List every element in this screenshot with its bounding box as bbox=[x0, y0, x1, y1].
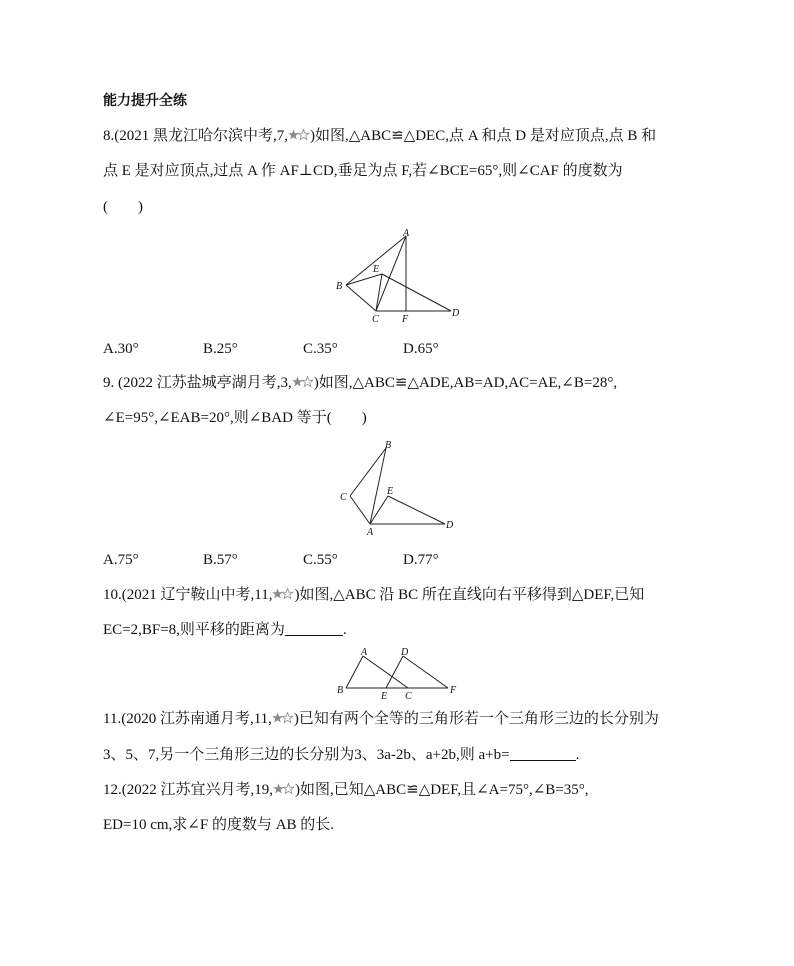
q9-figure bbox=[330, 436, 465, 536]
q9-option-c: C.55° bbox=[303, 552, 338, 568]
q10-figure bbox=[330, 644, 465, 700]
q10-text: )如图,△ABC 沿 BC 所在直线向右平移得到△DEF,已知 bbox=[294, 587, 645, 603]
difficulty-stars-icon bbox=[272, 588, 294, 600]
q10-label-b: B bbox=[337, 685, 344, 696]
q9-source: 9. (2022 江苏盐城亭湖月考,3, bbox=[103, 375, 292, 391]
q10-question: EC=2,BF=8,则平移的距离为 bbox=[103, 622, 285, 638]
q9-label-a: A bbox=[367, 527, 374, 536]
q8-label-d: D bbox=[452, 308, 460, 319]
q10-label-d: D bbox=[401, 647, 409, 658]
q8-line2: 点 E 是对应顶点,过点 A 作 AF⊥CD,垂足为点 F,若∠BCE=65°,则∠CAF 的度数为 bbox=[103, 163, 623, 179]
difficulty-stars-icon bbox=[288, 129, 310, 141]
q9-label-b: B bbox=[385, 440, 392, 451]
q10-line1 bbox=[103, 586, 644, 604]
q10-label-f: F bbox=[450, 685, 457, 696]
q8-answer-bracket: ( ) bbox=[103, 199, 143, 215]
q11-source: 11.(2020 江苏南通月考,11, bbox=[103, 711, 272, 727]
q9-option-a: A.75° bbox=[103, 552, 139, 568]
q11-line2 bbox=[103, 746, 579, 764]
difficulty-stars-icon bbox=[273, 783, 295, 795]
q8-option-b: B.25° bbox=[203, 341, 238, 357]
difficulty-stars-icon bbox=[292, 376, 314, 388]
q11-line1 bbox=[103, 710, 659, 728]
q8-line1 bbox=[103, 127, 656, 145]
q8-source: 8.(2021 黑龙江哈尔滨中考,7, bbox=[103, 128, 288, 144]
q8-label-f: F bbox=[402, 314, 409, 325]
q9-label-e: E bbox=[387, 486, 394, 497]
q12-text: )如图,已知△ABC≌△DEF,且∠A=75°,∠B=35°, bbox=[295, 782, 589, 798]
q12-line2: ED=10 cm,求∠F 的度数与 AB 的长. bbox=[103, 817, 335, 833]
q8-option-c: C.35° bbox=[303, 341, 338, 357]
q8-label-a: A bbox=[403, 228, 410, 239]
section-title: 能力提升全练 bbox=[103, 93, 187, 109]
q9-line2: ∠E=95°,∠EAB=20°,则∠BAD 等于( ) bbox=[103, 410, 367, 426]
q8-label-e: E bbox=[373, 264, 380, 275]
q9-text: )如图,△ABC≌△ADE,AB=AD,AC=AE,∠B=28°, bbox=[313, 375, 618, 391]
q8-label-b: B bbox=[336, 281, 343, 292]
q9-option-b: B.57° bbox=[203, 552, 238, 568]
q8-label-c: C bbox=[372, 314, 379, 325]
q11-text: )已知有两个全等的三角形若一个三角形三边的长分别为 bbox=[293, 711, 659, 727]
q10-label-a: A bbox=[361, 647, 368, 658]
q11-question: 3、5、7,另一个三角形三边的长分别为3、3a-2b、a+2b,则 a+b= bbox=[103, 747, 510, 763]
difficulty-stars-icon bbox=[272, 712, 294, 724]
q12-line1 bbox=[103, 781, 589, 799]
q9-line1 bbox=[103, 374, 617, 392]
q8-text: )如图,△ABC≌△DEC,点 A 和点 D 是对应顶点,点 B 和 bbox=[310, 128, 657, 144]
q10-period: . bbox=[342, 622, 347, 638]
q10-source: 10.(2021 辽宁鞍山中考,11, bbox=[103, 587, 273, 603]
q8-figure bbox=[330, 226, 465, 326]
q9-label-d: D bbox=[446, 520, 454, 531]
q10-answer-blank[interactable] bbox=[285, 621, 343, 636]
q9-option-d: D.77° bbox=[403, 552, 439, 568]
q9-label-c: C bbox=[340, 492, 347, 503]
q11-period: . bbox=[575, 747, 580, 763]
q10-label-c: C bbox=[405, 691, 412, 700]
q12-source: 12.(2022 江苏宜兴月考,19, bbox=[103, 782, 273, 798]
q11-answer-blank[interactable] bbox=[510, 746, 576, 761]
q8-option-d: D.65° bbox=[403, 341, 439, 357]
q8-option-a: A.30° bbox=[103, 341, 139, 357]
q10-line2 bbox=[103, 621, 347, 639]
q10-label-e: E bbox=[381, 691, 388, 700]
